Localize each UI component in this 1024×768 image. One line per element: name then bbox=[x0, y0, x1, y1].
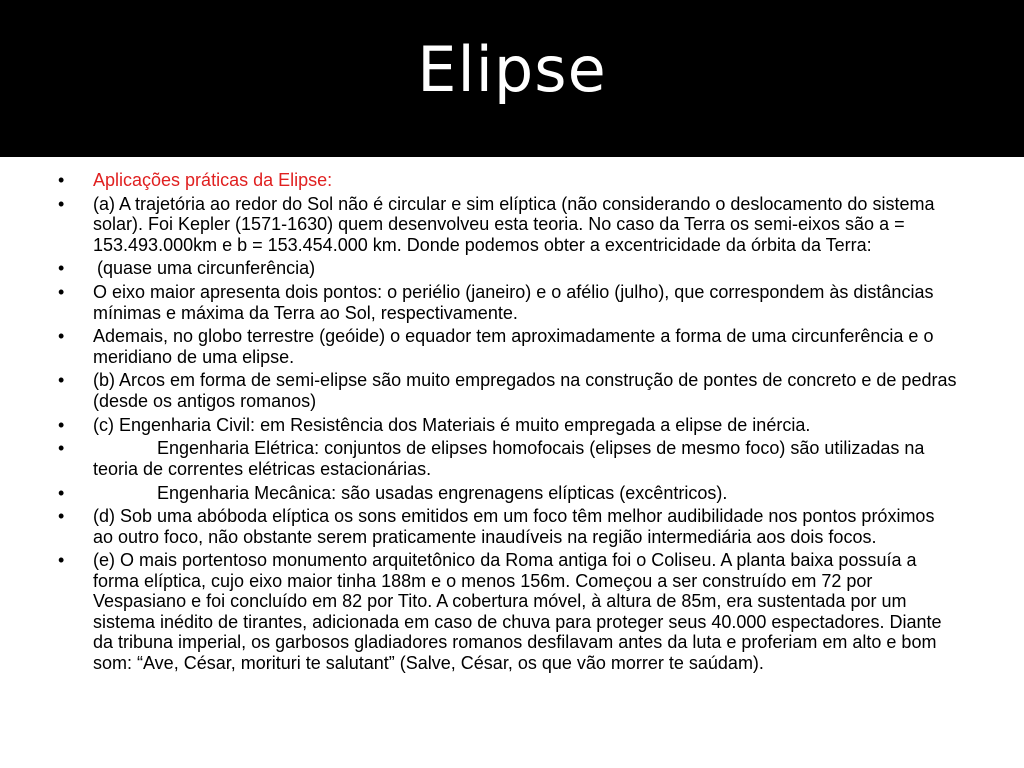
bullet-icon: • bbox=[58, 506, 65, 527]
list-item bbox=[58, 194, 958, 256]
list-item-text: (b) Arcos em forma de semi-elipse são muito empregados na construção de pontes de concreto e de pedras (desde os antigos romanos) bbox=[93, 370, 957, 411]
list-item-text: Ademais, no globo terrestre (geóide) o equador tem aproximadamente a forma de uma circunferência e o meridiano de uma elipse. bbox=[93, 326, 934, 367]
list-item-text: Engenharia Mecânica: são usadas engrenagens elípticas (excêntricos). bbox=[157, 482, 728, 503]
bullet-icon: • bbox=[58, 193, 65, 214]
list-item bbox=[58, 483, 958, 504]
list-item-text: (a) A trajetória ao redor do Sol não é circular e sim elíptica (não considerando o deslocamento do sistema solar). Foi Kepler (1571-1630) quem desenvolveu esta teoria. No caso da Terra os semi-eixos são a = 153.493.000km e b = 153.454.000 km. Donde podemos obter a excentricidade da órbita da Terra: bbox=[93, 193, 935, 255]
list-item bbox=[58, 415, 958, 436]
list-item-text: (c) Engenharia Civil: em Resistência dos Materiais é muito empregada a elipse de inércia. bbox=[93, 414, 811, 435]
bullet-icon: • bbox=[58, 414, 65, 435]
list-item-text: Engenharia Elétrica: conjuntos de elipses homofocais (elipses de mesmo foco) são utilizadas na teoria de correntes elétricas estacionárias. bbox=[93, 438, 925, 479]
bullet-icon: • bbox=[58, 258, 65, 279]
list-item bbox=[58, 258, 958, 279]
bullet-icon: • bbox=[58, 482, 65, 503]
list-item bbox=[58, 370, 958, 411]
bullet-icon: • bbox=[58, 326, 65, 347]
list-item-text: (d) Sob uma abóboda elíptica os sons emitidos em um foco têm melhor audibilidade nos pontos próximos ao outro foco, não obstante serem praticamente inaudíveis na região intermediária aos dois focos. bbox=[93, 506, 935, 547]
list-item bbox=[58, 506, 958, 547]
list-item-text: (e) O mais portentoso monumento arquitetônico da Roma antiga foi o Coliseu. A planta baixa possuía a forma elíptica, cujo eixo maior tinha 188m e o menos 156m. Começou a ser construído em 72 por Vespasiano e foi concluído em 82 por Tito. A cobertura móvel, à altura de 85m, era sustentada por um sistema inédito de tirantes, adicionada em caso de chuva para proteger seus 40.000 espectadores. Diante da tribuna imperial, os garbosos gladiadores romanos desfilavam antes da luta e proferiam em alto e bom som: “Ave, César, morituri te salutant” (Salve, César, os que vão morrer te saúdam). bbox=[93, 550, 942, 673]
list-item-text: O eixo maior apresenta dois pontos: o periélio (janeiro) e o afélio (julho), que correspondem às distâncias mínimas e máxima da Terra ao Sol, respectivamente. bbox=[93, 282, 934, 323]
list-item-text: Aplicações práticas da Elipse: bbox=[93, 170, 333, 190]
bullet-icon: • bbox=[58, 282, 65, 303]
bullet-icon: • bbox=[58, 370, 65, 391]
list-item bbox=[58, 550, 958, 673]
list-item bbox=[58, 170, 958, 191]
bullet-list bbox=[58, 170, 958, 677]
list-item bbox=[58, 326, 958, 367]
list-item bbox=[58, 282, 958, 323]
slide-title: Elipse bbox=[417, 33, 607, 106]
bullet-icon: • bbox=[58, 438, 65, 459]
list-item bbox=[58, 438, 958, 479]
bullet-icon: • bbox=[58, 170, 65, 190]
list-item-text: (quase uma circunferência) bbox=[97, 258, 316, 279]
bullet-icon: • bbox=[58, 550, 65, 571]
title-bar bbox=[0, 0, 1024, 157]
